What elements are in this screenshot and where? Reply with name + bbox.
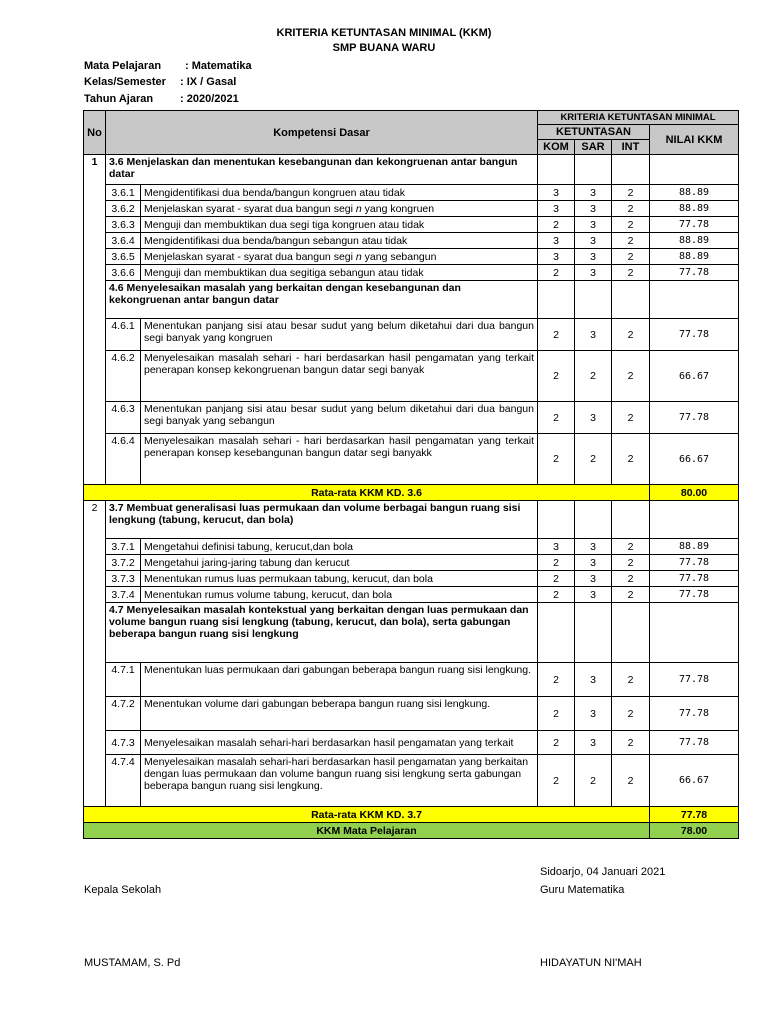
- table-row: [84, 402, 739, 434]
- kom-value: 2: [538, 571, 575, 587]
- class-value: : IX / Gasal: [180, 76, 237, 88]
- sar-value: 3: [575, 663, 612, 697]
- table-row: [84, 587, 739, 603]
- table-row: [84, 571, 739, 587]
- nilai-value: 66.67: [650, 351, 739, 402]
- sar-value: 2: [575, 351, 612, 402]
- teacher-role: Guru Matematika: [540, 884, 625, 896]
- indicator-code: 3.6.3: [106, 217, 141, 233]
- sar-value: 2: [575, 755, 612, 807]
- section-number: 2: [84, 501, 106, 807]
- kom-value: 2: [538, 555, 575, 571]
- indicator-code: 4.7.1: [106, 663, 141, 697]
- nilai-value: 77.78: [650, 571, 739, 587]
- kom-value: 2: [538, 755, 575, 807]
- int-value: 2: [612, 265, 650, 281]
- header-ketuntasan: KETUNTASAN: [538, 125, 650, 140]
- indicator-text: [141, 249, 538, 265]
- nilai-value: 66.67: [650, 434, 739, 485]
- indicator-code: 4.7.3: [106, 731, 141, 755]
- indicator-code: 3.7.1: [106, 539, 141, 555]
- table-row: [84, 434, 739, 485]
- place-date: Sidoarjo, 04 Januari 2021: [540, 866, 666, 878]
- int-value: 2: [612, 249, 650, 265]
- table-row: [84, 249, 739, 265]
- indicator-text: Mengidentifikasi dua benda/bangun sebangun atau tidak: [141, 233, 538, 249]
- indicator-text: Mengetahui jaring-jaring tabung dan kerucut: [141, 555, 538, 571]
- sar-value: 3: [575, 233, 612, 249]
- int-value: 2: [612, 351, 650, 402]
- school-name: SMP BUANA WARU: [332, 42, 436, 54]
- nilai-value: 77.78: [650, 731, 739, 755]
- int-value: 2: [612, 185, 650, 201]
- sar-value: 3: [575, 265, 612, 281]
- table-row: [84, 233, 739, 249]
- nilai-value: 77.78: [650, 319, 739, 351]
- indicator-code: 3.6.6: [106, 265, 141, 281]
- table-row: [84, 217, 739, 233]
- nilai-value: 66.67: [650, 755, 739, 807]
- int-value: 2: [612, 663, 650, 697]
- indicator-code: 3.6.2: [106, 201, 141, 217]
- year-label: Tahun Ajaran: [84, 93, 154, 105]
- indicator-text: Menentukan panjang sisi atau besar sudut yang belum diketahui dari dua bangun segi banyak yang sebangun: [141, 402, 538, 434]
- table-row: [84, 201, 739, 217]
- subject-label: Mata Pelajaran: [84, 60, 162, 72]
- sar-value: 3: [575, 201, 612, 217]
- sar-value: 3: [575, 402, 612, 434]
- table-row: [84, 185, 739, 201]
- table-row: [84, 539, 739, 555]
- nilai-value: 88.89: [650, 233, 739, 249]
- kom-value: 2: [538, 434, 575, 485]
- indicator-text-italic: n: [355, 250, 362, 263]
- year-value: : 2020/2021: [180, 93, 239, 105]
- header-kompetensi-dasar: Kompetensi Dasar: [106, 111, 538, 155]
- nilai-value: 77.78: [650, 587, 739, 603]
- header-nilai-kkm: NILAI KKM: [650, 125, 739, 155]
- header-sar: SAR: [575, 140, 612, 155]
- sar-value: 3: [575, 539, 612, 555]
- int-value: 2: [612, 587, 650, 603]
- indicator-text-italic: n: [355, 202, 362, 215]
- teacher-name: HIDAYATUN NI'MAH: [540, 957, 642, 969]
- indicator-text-part: Menjelaskan syarat - syarat dua bangun segi: [144, 250, 356, 263]
- subject-kkm-value: 78.00: [650, 823, 739, 839]
- indicator-text: Menyelesaikan masalah sehari-hari berdasarkan hasil pengamatan yang berkaitan dengan luas permukaan dan volume bangun ruang sisi lengkung serta gabungan beberapa bangun ruang sisi lengkung.: [141, 755, 538, 807]
- nilai-value: 88.89: [650, 201, 739, 217]
- indicator-text: Menentukan panjang sisi atau besar sudut yang belum diketahui dari dua bangun segi banyak yang kongruen: [141, 319, 538, 351]
- indicator-text: [141, 201, 538, 217]
- subject-kkm-label: KKM Mata Pelajaran: [84, 823, 650, 839]
- kom-value: 3: [538, 185, 575, 201]
- kkm-table: [83, 110, 739, 839]
- header-kkm-group: KRITERIA KETUNTASAN MINIMAL: [538, 111, 739, 125]
- nilai-value: 77.78: [650, 555, 739, 571]
- kd-4-6-heading: 4.6 Menyelesaikan masalah yang berkaitan dengan kesebangunan dan kekongruenan antar bangun datar: [106, 281, 538, 319]
- int-value: 2: [612, 697, 650, 731]
- kom-value: 3: [538, 201, 575, 217]
- indicator-code: 3.7.3: [106, 571, 141, 587]
- int-value: 2: [612, 555, 650, 571]
- indicator-code: 3.7.4: [106, 587, 141, 603]
- kom-value: 2: [538, 351, 575, 402]
- int-value: 2: [612, 217, 650, 233]
- kd-3-7-heading: 3.7 Membuat generalisasi luas permukaan dan volume berbagai bangun ruang sisi lengkung (tabung, kerucut, dan bola): [106, 501, 538, 539]
- indicator-text: Menyelesaikan masalah sehari - hari berdasarkan hasil pengamatan yang terkait penerapan konsep kekongruenan bangun datar segi banyak: [141, 351, 538, 402]
- indicator-code: 4.6.4: [106, 434, 141, 485]
- kom-value: 3: [538, 233, 575, 249]
- indicator-code: 3.7.2: [106, 555, 141, 571]
- average-kd-3-6-label: Rata-rata KKM KD. 3.6: [84, 485, 650, 501]
- indicator-code: 3.6.1: [106, 185, 141, 201]
- header-kom: KOM: [538, 140, 575, 155]
- kom-value: 2: [538, 402, 575, 434]
- document-title: KRITERIA KETUNTASAN MINIMAL (KKM): [276, 27, 492, 39]
- indicator-text-part: yang sebangun: [361, 250, 437, 263]
- sar-value: 3: [575, 249, 612, 265]
- kom-value: 2: [538, 731, 575, 755]
- indicator-text: Menyelesaikan masalah sehari - hari berdasarkan hasil pengamatan yang terkait penerapan konsep kesebangunan bangun datar segi banyakk: [141, 434, 538, 485]
- table-row: [84, 265, 739, 281]
- average-kd-3-7-label: Rata-rata KKM KD. 3.7: [84, 807, 650, 823]
- indicator-text: Menentukan rumus luas permukaan tabung, kerucut, dan bola: [141, 571, 538, 587]
- nilai-value: 88.89: [650, 539, 739, 555]
- table-row: [84, 555, 739, 571]
- nilai-value: 77.78: [650, 217, 739, 233]
- int-value: 2: [612, 233, 650, 249]
- table-row: [84, 663, 739, 697]
- indicator-text: Menentukan rumus volume tabung, kerucut, dan bola: [141, 587, 538, 603]
- indicator-text: Menentukan luas permukaan dari gabungan beberapa bangun ruang sisi lengkung.: [141, 663, 538, 697]
- average-kd-3-6-value: 80.00: [650, 485, 739, 501]
- int-value: 2: [612, 434, 650, 485]
- indicator-text-part: yang kongruen: [361, 202, 435, 215]
- kd-4-7-heading: 4.7 Menyelesaikan masalah kontekstual yang berkaitan dengan luas permukaan dan volume bangun ruang sisi lengkung (tabung, kerucut, dan bola), serta gabungan beberapa bangun ruang sisi lengkung: [106, 603, 538, 663]
- kom-value: 3: [538, 539, 575, 555]
- indicator-text: Menentukan volume dari gabungan beberapa bangun ruang sisi lengkung.: [141, 697, 538, 731]
- sar-value: 3: [575, 217, 612, 233]
- int-value: 2: [612, 539, 650, 555]
- int-value: 2: [612, 402, 650, 434]
- sar-value: 3: [575, 587, 612, 603]
- section-number: 1: [84, 155, 106, 485]
- indicator-code: 3.6.5: [106, 249, 141, 265]
- kd-3-6-heading: 3.6 Menjelaskan dan menentukan kesebangunan dan kekongruenan antar bangun datar: [106, 155, 538, 185]
- sar-value: 3: [575, 731, 612, 755]
- indicator-code: 4.7.4: [106, 755, 141, 807]
- nilai-value: 77.78: [650, 697, 739, 731]
- sar-value: 2: [575, 434, 612, 485]
- kom-value: 2: [538, 319, 575, 351]
- indicator-code: 4.6.3: [106, 402, 141, 434]
- principal-role: Kepala Sekolah: [84, 884, 162, 896]
- nilai-value: 77.78: [650, 265, 739, 281]
- class-label: Kelas/Semester: [84, 76, 166, 88]
- indicator-code: 4.6.2: [106, 351, 141, 402]
- sar-value: 3: [575, 185, 612, 201]
- header-int: INT: [612, 140, 650, 155]
- indicator-code: 3.6.4: [106, 233, 141, 249]
- sar-value: 3: [575, 697, 612, 731]
- sar-value: 3: [575, 555, 612, 571]
- nilai-value: 88.89: [650, 185, 739, 201]
- table-row: [84, 697, 739, 731]
- subject-value: : Matematika: [185, 60, 252, 72]
- indicator-text: Menguji dan membuktikan dua segitiga sebangun atau tidak: [141, 265, 538, 281]
- table-row: [84, 351, 739, 402]
- table-row: [84, 755, 739, 807]
- header-no: No: [84, 111, 106, 155]
- average-kd-3-7-value: 77.78: [650, 807, 739, 823]
- indicator-text: Mengetahui definisi tabung, kerucut,dan bola: [141, 539, 538, 555]
- kom-value: 2: [538, 663, 575, 697]
- table-row: [84, 731, 739, 755]
- int-value: 2: [612, 319, 650, 351]
- int-value: 2: [612, 201, 650, 217]
- indicator-code: 4.7.2: [106, 697, 141, 731]
- indicator-text: Menyelesaikan masalah sehari-hari berdasarkan hasil pengamatan yang terkait: [141, 731, 538, 755]
- nilai-value: 88.89: [650, 249, 739, 265]
- sar-value: 3: [575, 319, 612, 351]
- int-value: 2: [612, 755, 650, 807]
- indicator-text-part: Menjelaskan syarat - syarat dua bangun segi: [144, 202, 356, 215]
- int-value: 2: [612, 731, 650, 755]
- sar-value: 3: [575, 571, 612, 587]
- nilai-value: 77.78: [650, 402, 739, 434]
- table-row: [84, 319, 739, 351]
- indicator-code: 4.6.1: [106, 319, 141, 351]
- principal-name: MUSTAMAM, S. Pd: [84, 957, 181, 969]
- kom-value: 2: [538, 217, 575, 233]
- kom-value: 2: [538, 587, 575, 603]
- int-value: 2: [612, 571, 650, 587]
- kom-value: 3: [538, 249, 575, 265]
- nilai-value: 77.78: [650, 663, 739, 697]
- kom-value: 2: [538, 697, 575, 731]
- kom-value: 2: [538, 265, 575, 281]
- indicator-text: Mengidentifikasi dua benda/bangun kongruen atau tidak: [141, 185, 538, 201]
- indicator-text: Menguji dan membuktikan dua segi tiga kongruen atau tidak: [141, 217, 538, 233]
